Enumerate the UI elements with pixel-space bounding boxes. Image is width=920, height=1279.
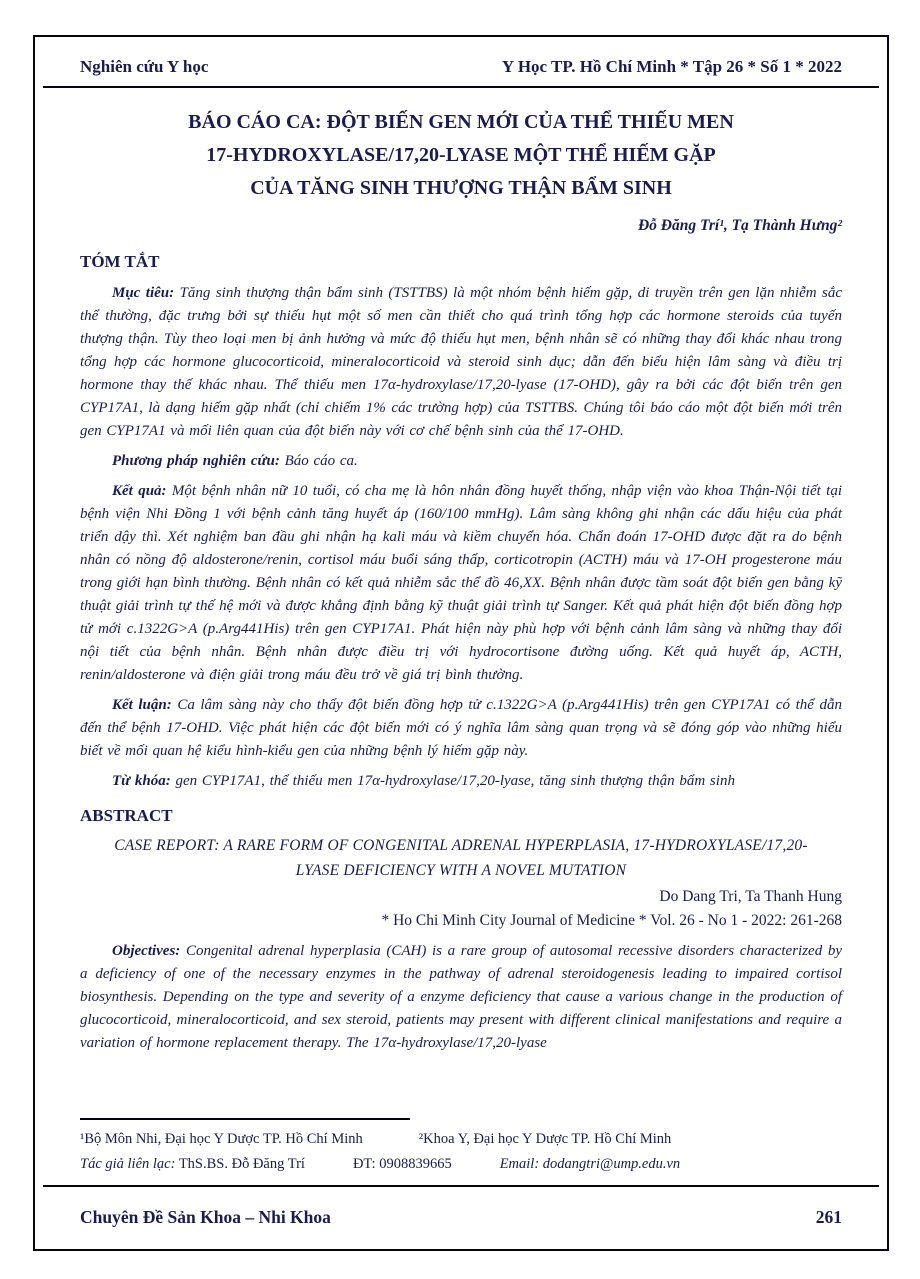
title-line-2: 17-HYDROXYLASE/17,20-LYASE MỘT THỂ HIẾM GẶP xyxy=(206,144,716,166)
page-footer xyxy=(80,1205,842,1229)
running-head-left: Nghiên cứu Y học xyxy=(80,57,209,76)
paragraph-lead: Từ khóa: xyxy=(112,773,171,789)
abstract-authors: Do Dang Tri, Ta Thanh Hung xyxy=(659,888,842,905)
paragraph-lead: Kết quả: xyxy=(112,483,167,499)
paragraph-objectives xyxy=(80,940,842,1055)
paragraph-ket-qua xyxy=(80,480,842,687)
email-label: Email: xyxy=(499,1156,540,1172)
footnote-rule xyxy=(80,1118,410,1120)
paragraph-text: Tăng sinh thượng thận bẩm sinh (TSTTBS) là một nhóm bệnh hiếm gặp, di truyền trên gen lặn nhiễm sắc thể thường, đặc trưng bởi sự thiếu hụt một số men cần thiết cho quá trình tổng hợp các hormone steroids của tuyến thượng thận. Tùy theo loại men bị ảnh hưởng và mức độ thiếu hụt men, bệnh nhân sẽ có những thay đổi khác nhau trong tổng hợp các hormone glucocorticoid, mineralocorticoid và steroid sinh dục; dẫn đến biểu hiện lâm sàng và điều trị hormone thay thế khác nhau. Thể thiếu men 17α-hydroxylase/17,20-lyase (17-OHD), gây ra bởi các đột biến trên gen CYP17A1, là dạng hiếm gặp nhất (chỉ chiếm 1% các trường hợp) của TSTTBS. Chúng tôi báo cáo một đột biến mới trên gen CYP17A1 và mối liên quan của đột biến này với cơ chế bệnh sinh của thể 17-OHD. xyxy=(80,285,842,439)
affiliations-line xyxy=(80,1127,842,1152)
page-body xyxy=(35,88,887,1122)
paragraph-text: gen CYP17A1, thể thiếu men 17α-hydroxylase/17,20-lyase, tăng sinh thượng thận bẩm sinh xyxy=(175,773,735,789)
article-title xyxy=(80,106,842,205)
paragraph-lead: Mục tiêu: xyxy=(112,285,175,301)
paragraph-keywords xyxy=(80,770,842,793)
paragraph-text: Một bệnh nhân nữ 10 tuổi, có cha mẹ là hôn nhân đồng huyết thống, nhập viện vào khoa Thận-Nội tiết tại bệnh viện Nhi Đồng 1 với bệnh cảnh tăng huyết áp (160/100 mmHg). Lâm sàng không ghi nhận các dấu hiệu của phát triển dậy thì. Xét nghiệm ban đầu ghi nhận hạ kali máu và kiềm chuyển hóa. Chẩn đoán 17-OHD được đặt ra do bệnh nhân có nồng độ aldosterone/renin, cortisol máu buổi sáng thấp, corticotropin (ACTH) máu và 17-OH progesterone máu trong giới hạn bình thường. Bệnh nhân có kết quả nhiễm sắc thể đồ 46,XX. Bệnh nhân được tầm soát đột biến gen bằng kỹ thuật giải trình tự thế hệ mới và được khẳng định bằng kỹ thuật giải trình tự Sanger. Kết quả phát hiện đột biến đồng hợp tử mới c.1322G>A (p.Arg441His) trên gen CYP17A1. Phát hiện này phù hợp với bệnh cảnh lâm sàng và những thay đổi nội tiết của bệnh nhân. Bệnh nhân được điều trị với hydrocortisone đường uống. Kết quả huyết áp, ACTH, renin/aldosterone và điện giải trong máu đều trở về giá trị bình thường. xyxy=(80,483,843,683)
section-heading-abstract: ABSTRACT xyxy=(80,806,173,825)
running-head-right: Y Học TP. Hồ Chí Minh * Tập 26 * Số 1 * 2022 xyxy=(501,57,842,76)
article-authors: Đỗ Đăng Trí¹, Tạ Thành Hưng² xyxy=(637,217,842,234)
title-line-1: BÁO CÁO CA: ĐỘT BIẾN GEN MỚI CỦA THỂ THIẾU MEN xyxy=(188,111,734,133)
title-line-3: CỦA TĂNG SINH THƯỢNG THẬN BẨM SINH xyxy=(250,177,672,199)
contact-author xyxy=(80,1152,305,1177)
affiliation-2: ²Khoa Y, Đại học Y Dược TP. Hồ Chí Minh xyxy=(418,1131,672,1147)
contact-name: ThS.BS. Đỗ Đăng Trí xyxy=(178,1156,305,1172)
paragraph-text: Congenital adrenal hyperplasia (CAH) is a rare group of autosomal recessive disorders characterized by a deficiency of one of the necessary enzymes in the pathway of adrenal steroidogenesis leading to impaired cortisol biosynthesis. Depending on the type and severity of a enzyme deficiency that cause a various change in the production of glucocorticoid, mineralocorticoid, and sex steroid, patients may present with different clinical manifestations and require a variation of hormone replacement therapy. The 17α-hydroxylase/17,20-lyase xyxy=(80,943,842,1051)
contact-line xyxy=(80,1152,842,1177)
contact-phone: ĐT: 0908839665 xyxy=(352,1156,452,1172)
abstract-title: CASE REPORT: A RARE FORM OF CONGENITAL ADRENAL HYPERPLASIA, 17-HYDROXYLASE/17,20-LYASE DEFICIENCY WITH A NOVEL MUTATION xyxy=(114,837,808,879)
paragraph-lead: Objectives: xyxy=(112,943,181,959)
contact-label: Tác giả liên lạc: xyxy=(80,1156,176,1172)
footnotes xyxy=(80,1118,842,1177)
paragraph-phuong-phap xyxy=(80,450,842,473)
paragraph-muc-tieu xyxy=(80,282,842,443)
paragraph-text: Báo cáo ca. xyxy=(284,453,358,469)
footer-section-title: Chuyên Đề Sản Khoa – Nhi Khoa xyxy=(80,1207,331,1227)
contact-email xyxy=(500,1152,680,1177)
section-heading-tom-tat: TÓM TẮT xyxy=(80,252,160,271)
paragraph-lead: Phương pháp nghiên cứu: xyxy=(112,453,280,469)
paragraph-text: Ca lâm sàng này cho thấy đột biến đồng hợp tử c.1322G>A (p.Arg441His) trên gen CYP17A1 có thể dẫn đến thể bệnh 17-OHD. Việc phát hiện các đột biến mới có ý nghĩa lâm sàng quan trọng và sẽ đóng góp vào những hiểu biết về mối quan hệ kiểu hình-kiểu gen của những bệnh lý hiếm gặp này. xyxy=(80,697,842,759)
paragraph-ket-luan xyxy=(80,694,842,763)
paragraph-lead: Kết luận: xyxy=(112,697,172,713)
page-number: 261 xyxy=(815,1207,842,1227)
page-frame xyxy=(33,35,889,1251)
footer-rule xyxy=(43,1185,879,1187)
email-address: dodangtri@ump.edu.vn xyxy=(542,1156,681,1172)
abstract-citation: * Ho Chi Minh City Journal of Medicine * Vol. 26 - No 1 - 2022: 261-268 xyxy=(381,912,842,929)
affiliation-1: ¹Bộ Môn Nhi, Đại học Y Dược TP. Hồ Chí Minh xyxy=(80,1131,363,1147)
running-head xyxy=(35,37,887,79)
